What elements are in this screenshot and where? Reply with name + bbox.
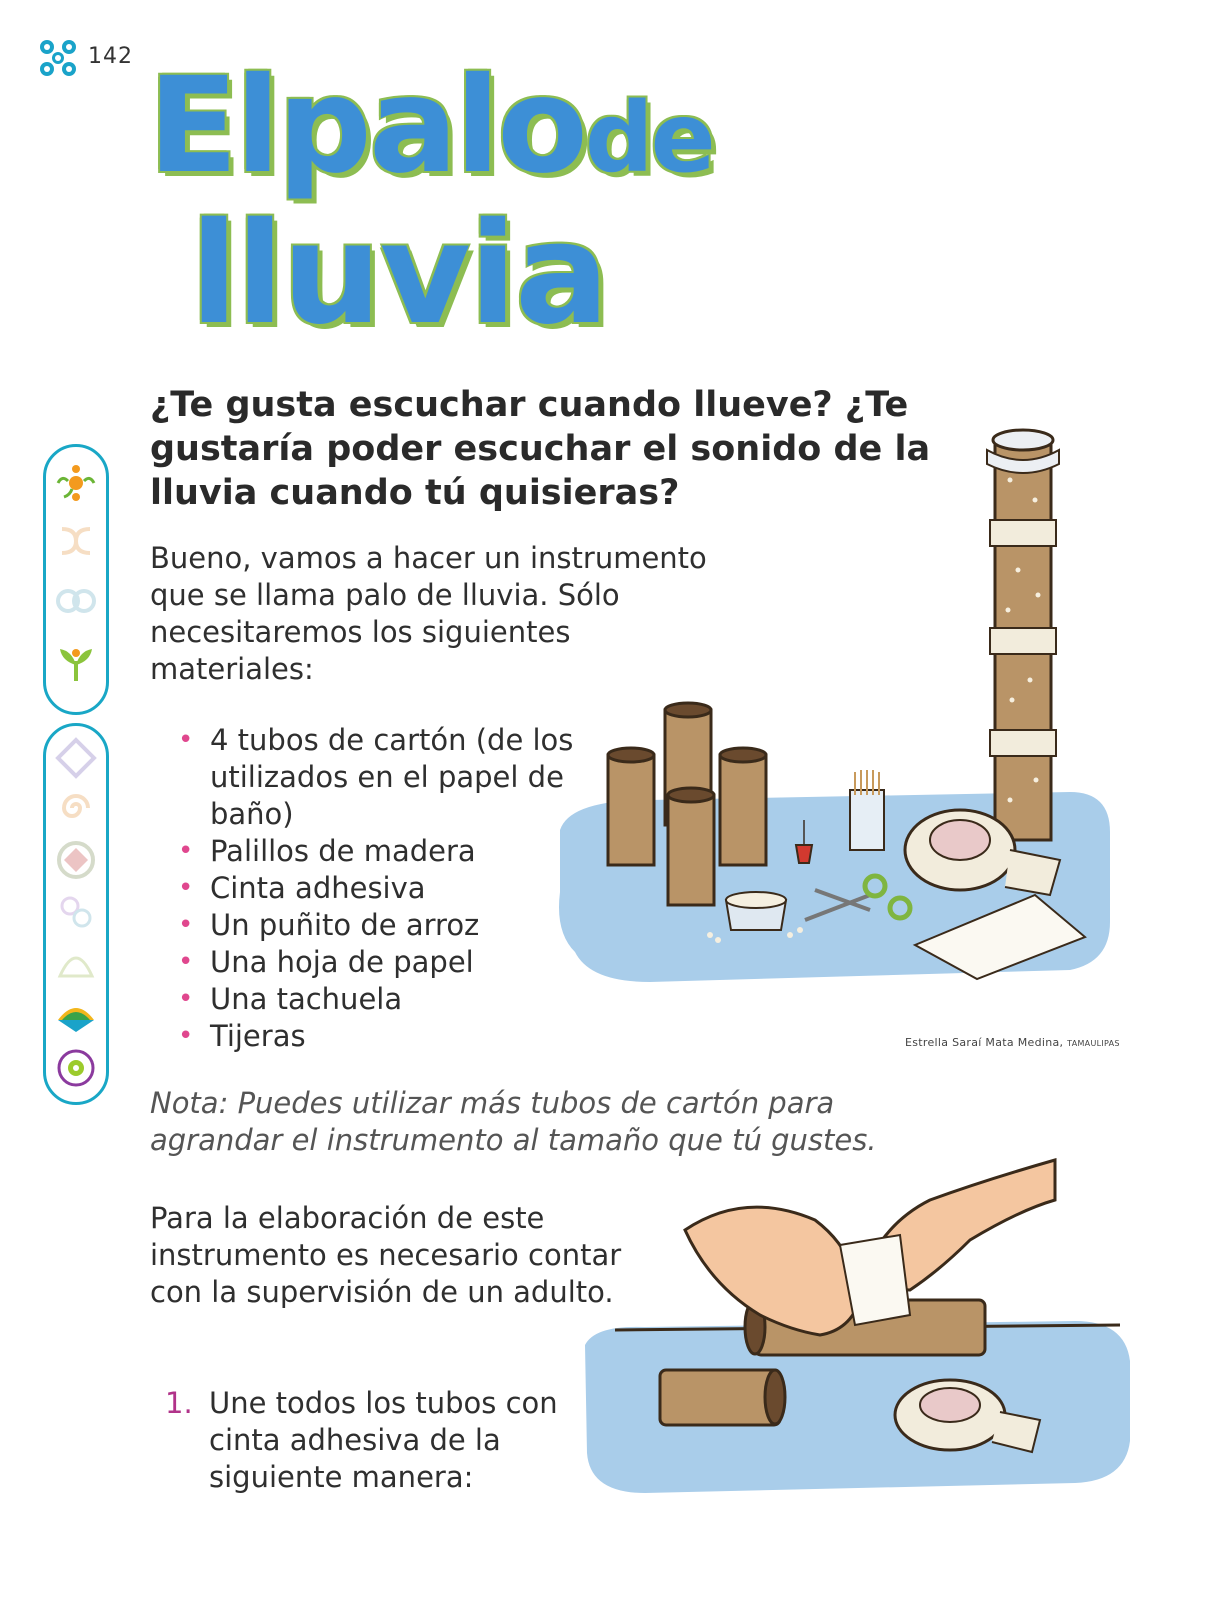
flower-icon xyxy=(54,461,98,505)
side-navigation-top xyxy=(43,444,109,715)
flower-ornament-icon xyxy=(38,38,78,78)
bullet-icon: • xyxy=(178,1021,194,1051)
rain-stick-materials-illustration xyxy=(540,400,1120,1000)
bullet-icon: • xyxy=(178,725,194,755)
bullet-icon: • xyxy=(178,984,194,1014)
list-item: • 4 tubos de cartón (de los utilizados en el papel de baño) xyxy=(178,723,574,831)
step-number: 1. xyxy=(165,1386,193,1420)
intro-question: ¿Te gusta escuchar cuando llueve? ¿Te gustaría poder escuchar el sonido de la lluvia cuando tú quisieras? xyxy=(150,385,931,513)
bullet-icon: • xyxy=(178,947,194,977)
title-word-de: de xyxy=(584,82,713,194)
bullet-icon: • xyxy=(178,910,194,940)
title-word-palo: palo xyxy=(277,49,585,203)
faded-knot-icon xyxy=(54,579,98,623)
materials-list xyxy=(178,722,578,1055)
splash-circle-icon xyxy=(54,1046,98,1090)
faded-diamond-icon xyxy=(54,736,98,780)
faded-loops-icon xyxy=(54,890,98,934)
faded-spiral-icon xyxy=(54,786,98,830)
list-item: • Tijeras xyxy=(178,1019,306,1053)
list-item: • Una hoja de papel xyxy=(178,945,474,979)
list-item: • Palillos de madera xyxy=(178,834,476,868)
sprout-icon xyxy=(54,641,98,685)
supervision-paragraph: Para la elaboración de este instrumento es necesario contar con la supervisión de un adulto. xyxy=(150,1201,622,1309)
list-item: • Un puñito de arroz xyxy=(178,908,480,942)
note-text: Nota: Puedes utilizar más tubos de cartón para agrandar el instrumento al tamaño que tú gustes. xyxy=(150,1086,877,1157)
page-title-line2: lluvia xyxy=(190,193,608,356)
intro-paragraph: Bueno, vamos a hacer un instrumento que se llama palo de lluvia. Sólo necesitaremos los siguientes materiales: xyxy=(150,541,707,686)
faded-shell-icon xyxy=(54,942,98,986)
step-text: Une todos los tubos con cinta adhesiva de la siguiente manera: xyxy=(209,1386,558,1494)
fan-icon xyxy=(54,994,98,1038)
side-navigation-bottom xyxy=(43,723,109,1105)
page-title xyxy=(148,49,713,203)
list-item: • Una tachuela xyxy=(178,982,403,1016)
bullet-icon: • xyxy=(178,873,194,903)
illustration-credit: Estrella Saraí Mata Medina, TAMAULIPAS xyxy=(905,1036,1120,1049)
title-word-el: El xyxy=(148,49,278,203)
page-number: 142 xyxy=(88,44,133,69)
bullet-icon: • xyxy=(178,836,194,866)
hands-taping-tubes-illustration xyxy=(575,1150,1135,1500)
faded-swirl-icon xyxy=(54,519,98,563)
list-item: • Cinta adhesiva xyxy=(178,871,426,905)
faded-square-icon xyxy=(54,838,98,882)
